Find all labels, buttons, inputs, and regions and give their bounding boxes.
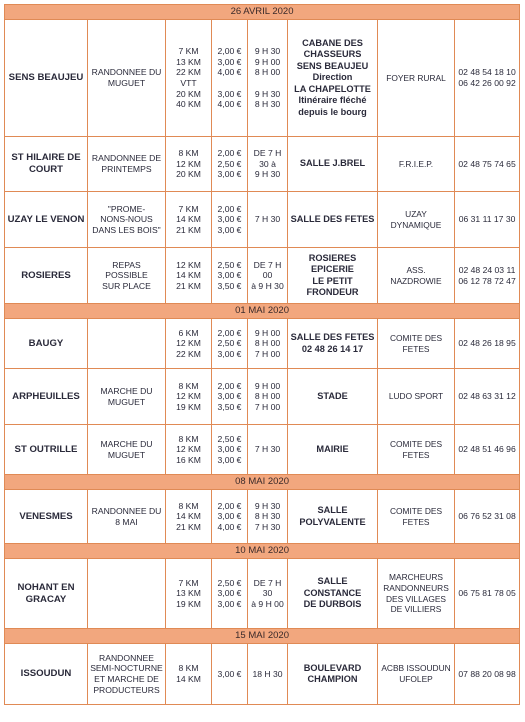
event-organizer: LUDO SPORT bbox=[378, 369, 455, 425]
date-header: 01 MAI 2020 bbox=[5, 304, 520, 319]
event-place: SALLE DES FETES bbox=[288, 192, 378, 248]
event-town: ST OUTRILLE bbox=[5, 425, 88, 475]
event-activity: RANDONNEE DU MUGUET bbox=[88, 20, 166, 137]
event-activity: RANDONNEE DE PRINTEMPS bbox=[88, 137, 166, 192]
date-header-row bbox=[5, 304, 520, 319]
event-row bbox=[5, 490, 520, 544]
event-distances: 8 KM 14 KM bbox=[166, 644, 212, 705]
event-town: ST HILAIRE DE COURT bbox=[5, 137, 88, 192]
event-times: 9 H 30 9 H 00 8 H 00 9 H 30 8 H 30 bbox=[248, 20, 288, 137]
event-organizer: COMITE DES FETES bbox=[378, 490, 455, 544]
event-town: SENS BEAUJEU bbox=[5, 20, 88, 137]
event-distances: 8 KM 12 KM 19 KM bbox=[166, 369, 212, 425]
event-prices: 3,00 € bbox=[212, 644, 248, 705]
event-organizer: COMITE DES FETES bbox=[378, 425, 455, 475]
event-prices: 2,50 € 3,00 € 3,00 € bbox=[212, 559, 248, 629]
event-phone: 02 48 51 46 96 bbox=[455, 425, 520, 475]
event-town: ISSOUDUN bbox=[5, 644, 88, 705]
event-activity bbox=[88, 559, 166, 629]
event-times: 7 H 30 bbox=[248, 192, 288, 248]
event-prices: 2,50 € 3,00 € 3,50 € bbox=[212, 248, 248, 304]
event-place: SALLE CONSTANCE DE DURBOIS bbox=[288, 559, 378, 629]
event-place: BOULEVARD CHAMPION bbox=[288, 644, 378, 705]
event-town: NOHANT EN GRACAY bbox=[5, 559, 88, 629]
events-table bbox=[4, 4, 520, 705]
events-sheet bbox=[4, 4, 519, 705]
event-row bbox=[5, 644, 520, 705]
event-place: MAIRIE bbox=[288, 425, 378, 475]
event-phone: 02 48 24 03 11 06 12 78 72 47 bbox=[455, 248, 520, 304]
event-times: 9 H 00 8 H 00 7 H 00 bbox=[248, 369, 288, 425]
event-phone: 06 76 52 31 08 bbox=[455, 490, 520, 544]
event-row bbox=[5, 20, 520, 137]
event-organizer: COMITE DES FETES bbox=[378, 319, 455, 369]
event-times: DE 7 H 30 à 9 H 30 bbox=[248, 137, 288, 192]
event-row bbox=[5, 559, 520, 629]
event-organizer: UZAY DYNAMIQUE bbox=[378, 192, 455, 248]
events-table-body bbox=[5, 5, 520, 705]
event-distances: 8 KM 12 KM 20 KM bbox=[166, 137, 212, 192]
date-header-row bbox=[5, 629, 520, 644]
date-header-row bbox=[5, 475, 520, 490]
event-prices: 2,00 € 3,00 € 3,50 € bbox=[212, 369, 248, 425]
event-row bbox=[5, 425, 520, 475]
event-organizer: ACBB ISSOUDUN UFOLEP bbox=[378, 644, 455, 705]
event-town: BAUGY bbox=[5, 319, 88, 369]
event-distances: 7 KM 14 KM 21 KM bbox=[166, 192, 212, 248]
event-phone: 06 75 81 78 05 bbox=[455, 559, 520, 629]
event-place: SALLE J.BREL bbox=[288, 137, 378, 192]
event-distances: 7 KM 13 KM 22 KM VTT 20 KM 40 KM bbox=[166, 20, 212, 137]
event-times: 9 H 30 8 H 30 7 H 30 bbox=[248, 490, 288, 544]
event-distances: 8 KM 12 KM 16 KM bbox=[166, 425, 212, 475]
event-activity bbox=[88, 319, 166, 369]
event-prices: 2,00 € 3,00 € 3,00 € bbox=[212, 192, 248, 248]
event-times: 9 H 00 8 H 00 7 H 00 bbox=[248, 319, 288, 369]
date-header-row bbox=[5, 544, 520, 559]
event-row bbox=[5, 248, 520, 304]
event-phone: 02 48 26 18 95 bbox=[455, 319, 520, 369]
event-row bbox=[5, 137, 520, 192]
event-times: 18 H 30 bbox=[248, 644, 288, 705]
event-prices: 2,50 € 3,00 € 3,00 € bbox=[212, 425, 248, 475]
event-place: STADE bbox=[288, 369, 378, 425]
event-phone: 07 88 20 08 98 bbox=[455, 644, 520, 705]
event-organizer: F.R.I.E.P. bbox=[378, 137, 455, 192]
event-phone: 02 48 54 18 10 06 42 26 00 92 bbox=[455, 20, 520, 137]
date-header-row bbox=[5, 5, 520, 20]
event-row bbox=[5, 319, 520, 369]
event-activity: RANDONNEE DU 8 MAI bbox=[88, 490, 166, 544]
event-times: 7 H 30 bbox=[248, 425, 288, 475]
date-header: 15 MAI 2020 bbox=[5, 629, 520, 644]
event-town: ROSIERES bbox=[5, 248, 88, 304]
event-distances: 12 KM 14 KM 21 KM bbox=[166, 248, 212, 304]
event-town: UZAY LE VENON bbox=[5, 192, 88, 248]
date-header: 10 MAI 2020 bbox=[5, 544, 520, 559]
event-place: SALLE DES FETES 02 48 26 14 17 bbox=[288, 319, 378, 369]
event-times: DE 7 H 30 à 9 H 00 bbox=[248, 559, 288, 629]
event-activity: MARCHE DU MUGUET bbox=[88, 369, 166, 425]
event-town: VENESMES bbox=[5, 490, 88, 544]
event-activity: MARCHE DU MUGUET bbox=[88, 425, 166, 475]
event-distances: 7 KM 13 KM 19 KM bbox=[166, 559, 212, 629]
event-place: CABANE DES CHASSEURS SENS BEAUJEU Direction LA CHAPELOTTE Itinéraire fléché depuis le bourg bbox=[288, 20, 378, 137]
event-organizer: FOYER RURAL bbox=[378, 20, 455, 137]
event-times: DE 7 H 00 à 9 H 30 bbox=[248, 248, 288, 304]
event-distances: 8 KM 14 KM 21 KM bbox=[166, 490, 212, 544]
event-activity: REPAS POSSIBLE SUR PLACE bbox=[88, 248, 166, 304]
event-organizer: MARCHEURS RANDONNEURS DES VILLAGES DE VILLIERS bbox=[378, 559, 455, 629]
event-phone: 02 48 63 31 12 bbox=[455, 369, 520, 425]
event-row bbox=[5, 369, 520, 425]
event-prices: 2,00 € 3,00 € 4,00 € bbox=[212, 490, 248, 544]
event-prices: 2,00 € 2,50 € 3,00 € bbox=[212, 319, 248, 369]
event-distances: 6 KM 12 KM 22 KM bbox=[166, 319, 212, 369]
event-prices: 2,00 € 3,00 € 4,00 € 3,00 € 4,00 € bbox=[212, 20, 248, 137]
event-activity: "PROME- NONS-NOUS DANS LES BOIS" bbox=[88, 192, 166, 248]
date-header: 26 AVRIL 2020 bbox=[5, 5, 520, 20]
event-activity: RANDONNEE SEMI-NOCTURNE ET MARCHE DE PRODUCTEURS bbox=[88, 644, 166, 705]
event-place: SALLE POLYVALENTE bbox=[288, 490, 378, 544]
event-row bbox=[5, 192, 520, 248]
event-place: ROSIERES EPICERIE LE PETIT FRONDEUR bbox=[288, 248, 378, 304]
event-organizer: ASS. NAZDROWIE bbox=[378, 248, 455, 304]
event-prices: 2,00 € 2,50 € 3,00 € bbox=[212, 137, 248, 192]
date-header: 08 MAI 2020 bbox=[5, 475, 520, 490]
event-town: ARPHEUILLES bbox=[5, 369, 88, 425]
event-phone: 02 48 75 74 65 bbox=[455, 137, 520, 192]
event-phone: 06 31 11 17 30 bbox=[455, 192, 520, 248]
